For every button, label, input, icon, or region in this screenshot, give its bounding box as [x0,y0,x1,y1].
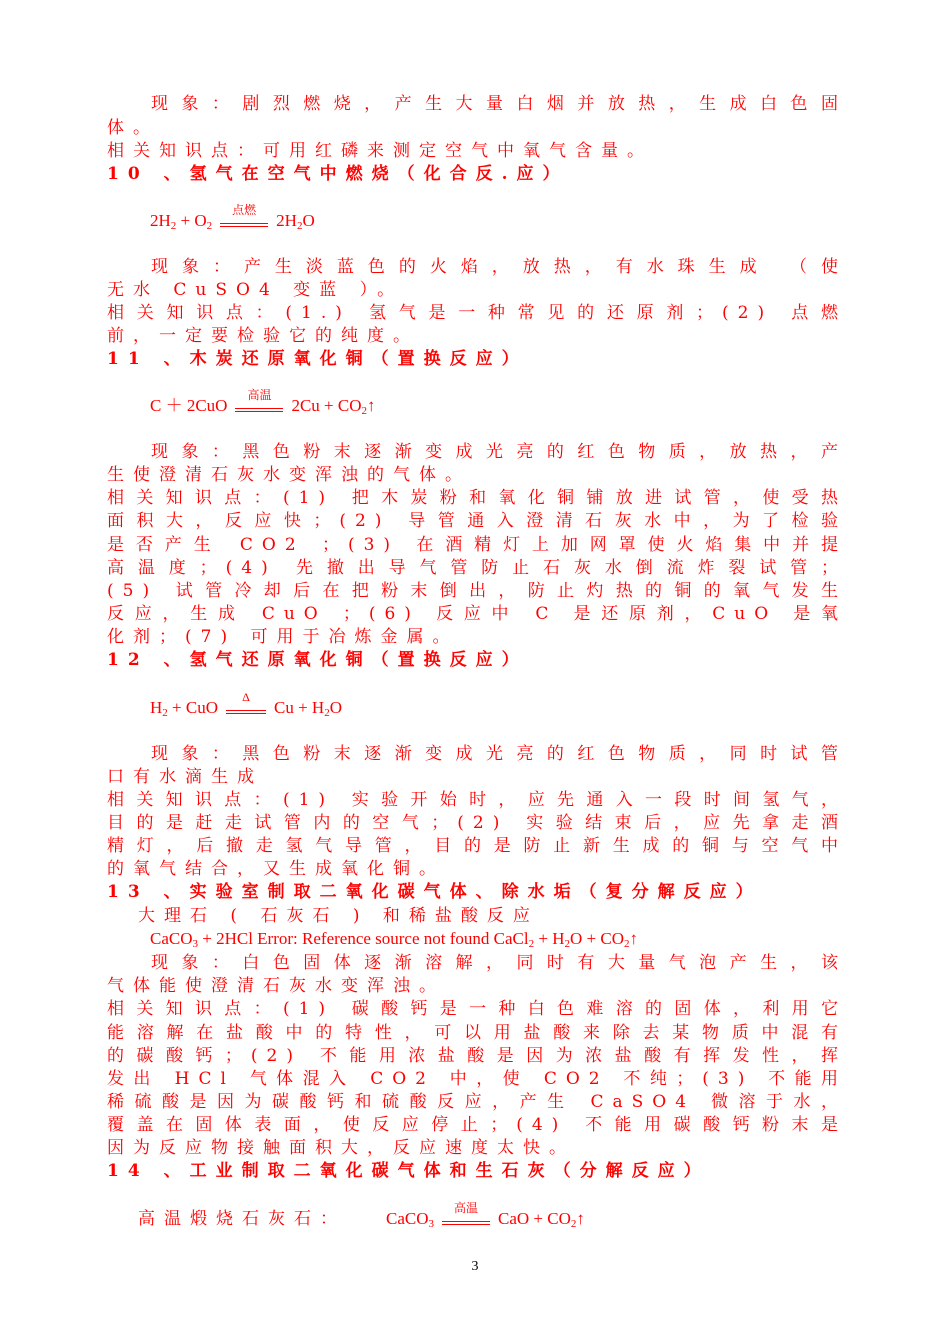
text-line: 相关知识点：(1) 碳酸钙是一种白色难溶的固体，利用它 [107,999,847,1019]
reaction-condition: 高温 [233,397,285,417]
text-line: 口有水滴生成 [107,767,263,787]
text-line: 体。 [107,118,159,138]
text-line: 现象：剧烈燃烧，产生大量白烟并放热，生成白色固 [151,94,847,114]
reaction-condition: 点燃 [218,212,270,232]
reaction-condition: Δ [224,699,268,719]
text-line: 相关知识点：可用红磷来测定空气中氧气含量。 [107,141,653,161]
text-line: 高温度；(4) 先撤出导气管防止石灰水倒流炸裂试管； [107,558,847,578]
text-line: 能溶解在盐酸中的特性，可以用盐酸来除去某物质中混有 [107,1023,847,1043]
text-line: 目的是赶走试管内的空气；(2) 实验结束后，应先拿走酒 [107,813,847,833]
text-line: 化剂；(7) 可用于冶炼金属。 [107,627,459,647]
section-heading: 14 、工业制取二氧化碳气体和生石灰（分解反应） [107,1161,710,1181]
text-line: 无水 CuSO4 变蓝 ）。 [107,280,404,300]
equation-carbon-reduces-cuo: C ＋ 2CuO 高温 $2Cu + CO_2↑$ [150,388,376,417]
text-line: 的碳酸钙；(2) 不能用浓盐酸是因为浓盐酸有挥发性，挥 [107,1046,847,1066]
reaction-condition: 高温 [440,1210,492,1230]
text-line: 气体能使澄清石灰水变浑浊。 [107,976,445,996]
section-heading: 11 、木炭还原氧化铜（置换反应） [107,349,528,369]
text-line: 前，一定要检验它的纯度。 [107,326,419,346]
text-line: 现象：产生淡蓝色的火焰，放热，有水珠生成 （使 [151,257,847,277]
text-line: 生使澄清石灰水变浑浊的气体。 [107,465,471,485]
section-heading: 12 、氢气还原氧化铜（置换反应） [107,650,528,670]
text-line: 是否产生 CO2 ；(3) 在酒精灯上加网罩使火焰集中并提 [107,535,847,555]
equation-limestone-calcination: 高温煅烧石灰石： CaCO$_3$ 高温 CaO + $CO_2↑$ [138,1201,585,1230]
text-line: 的氧气结合，又生成氧化铜。 [107,859,445,879]
text-line: 相关知识点：(1.) 氢气是一种常见的还原剂；(2) 点燃 [107,303,847,323]
section-heading: 13 、实验室制取二氧化碳气体、除水垢（复分解反应） [107,882,762,902]
text-line: 现象：黑色粉末逐渐变成光亮的红色物质，同时试管 [151,744,847,764]
text-line: 精灯，后撤走氢气导管，目的是防止新生成的铜与空气中 [107,836,847,856]
page-number: 3 [471,1259,479,1274]
text-line: 相关知识点：(1) 实验开始时，应先通入一段时间氢气， [107,790,847,810]
text-line: 现象：白色固体逐渐溶解，同时有大量气泡产生，该 [151,953,847,973]
text-line: 大理石 ( 石灰石 ) 和稀盐酸反应 [138,906,539,926]
equation-caco3-hcl: CaCO$_3$ + 2HCl Error: Reference source not found CaCl$_2$ + $H_2O$ + $CO_2↑$ [150,929,638,950]
section-heading: 10 、氢气在空气中燃烧（化合反.应） [107,164,569,184]
text-line: 稀硫酸是因为碳酸钙和硫酸反应，产生 CaSO4 微溶于水， [107,1092,847,1112]
text-line: (5) 试管冷却后在把粉末倒出，防止灼热的铜的氧气发生 [107,581,847,601]
text-line: 现象：黑色粉末逐渐变成光亮的红色物质，放热，产 [151,442,847,462]
text-line: 发出 HCl 气体混入 CO2 中，使 CO2 不纯；(3) 不能用 [107,1069,847,1089]
equation-hydrogen-reduces-cuo: $H_2$ + CuO Δ $Cu + H_2O$ [150,690,342,719]
text-line: 面积大，反应快；(2) 导管通入澄清石灰水中，为了检验 [107,511,847,531]
text-line: 因为反应物接触面积大，反应速度太快。 [107,1138,575,1158]
text-line: 覆盖在固体表面，使反应停止；(4) 不能用碳酸钙粉末是 [107,1115,847,1135]
text-line: 反应，生成 CuO ；(6) 反应中 C 是还原剂，CuO 是氧 [107,604,847,624]
text-line: 相关知识点：(1) 把木炭粉和氧化铜铺放进试管，使受热 [107,488,847,508]
equation-hydrogen-combustion: $2H_2 + O_2$ 点燃 $2H_2O$ [150,203,315,232]
